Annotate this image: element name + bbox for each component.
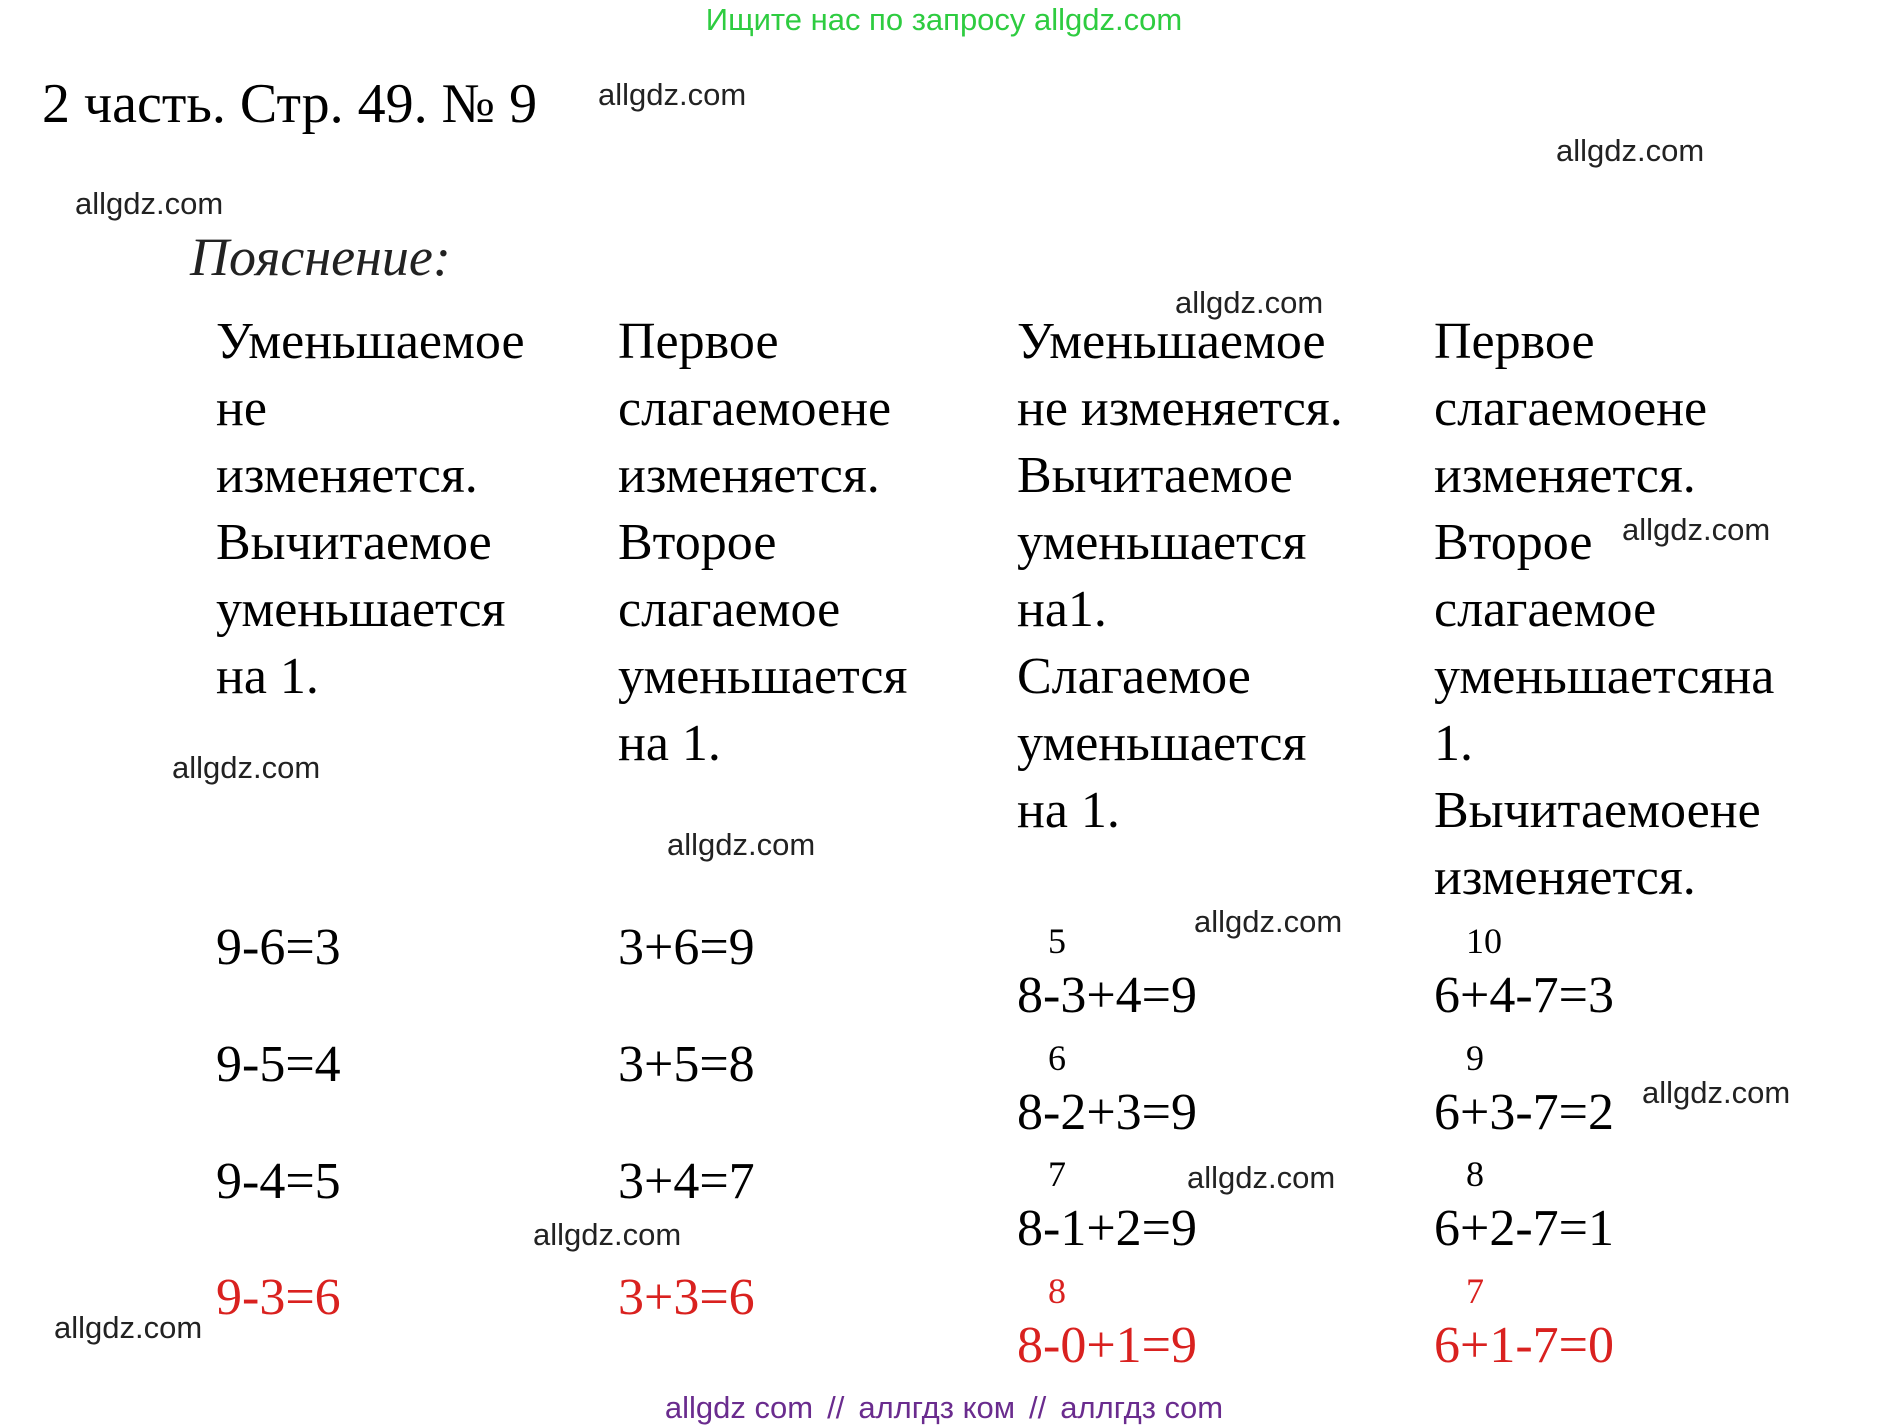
- equation: 8-3+4=9: [1017, 967, 1197, 1024]
- word: слагаемое: [1434, 581, 1657, 638]
- equation: 6+2-7=1: [1434, 1200, 1614, 1257]
- footer-link[interactable]: аллгдз com: [1060, 1390, 1224, 1425]
- word: не: [1709, 782, 1761, 839]
- equation-highlight: 8-0+1=9: [1017, 1317, 1197, 1374]
- watermark: allgdz.com: [1622, 512, 1771, 547]
- explanation-line: [1434, 777, 1846, 844]
- word: Первое: [1434, 313, 1595, 370]
- equation: 8-1+2=9: [1017, 1200, 1197, 1257]
- explanation-line: [1017, 509, 1387, 576]
- explanation-line: [618, 509, 968, 576]
- word: 1.: [1434, 715, 1473, 772]
- explanation-line: [1434, 308, 1846, 375]
- footer-link[interactable]: allgdz com: [664, 1390, 814, 1425]
- word: уменьшается: [1017, 715, 1307, 772]
- explanation-line: на 1.: [216, 648, 319, 705]
- intermediate-result: 5: [1048, 921, 1066, 961]
- explanation-line: [1434, 576, 1846, 643]
- explanation-line: [1017, 710, 1387, 777]
- footer-links: [0, 1390, 1888, 1426]
- footer-separator: //: [1029, 1390, 1047, 1425]
- equation: 9-4=5: [216, 1153, 341, 1210]
- word: уменьшается: [1434, 648, 1724, 705]
- intermediate-result-highlight: 8: [1048, 1271, 1066, 1311]
- explanation-line: не: [216, 380, 267, 437]
- explanation-line: [1017, 308, 1387, 375]
- watermark: allgdz.com: [1556, 133, 1705, 168]
- word: Первое: [618, 313, 779, 370]
- explanation-line: [1017, 576, 1387, 643]
- explanation-column-3: [1017, 308, 1387, 844]
- intermediate-result-highlight: 7: [1466, 1271, 1484, 1311]
- explanation-line: изменяется.: [216, 447, 478, 504]
- word: не изменяется.: [1017, 380, 1343, 437]
- equation: 3+4=7: [618, 1153, 755, 1210]
- explanation-line: [1017, 777, 1387, 844]
- word: на: [1723, 648, 1775, 705]
- word: 1.: [1067, 581, 1107, 638]
- watermark: allgdz.com: [667, 827, 816, 862]
- explanation-column-2: [618, 308, 968, 777]
- equation: 3+5=8: [618, 1036, 755, 1093]
- explanation-line: [618, 576, 968, 643]
- explanation-line: [618, 643, 968, 710]
- word: Второе: [618, 514, 777, 571]
- explanation-label: Пояснение:: [190, 227, 451, 287]
- explanation-line: [1017, 375, 1387, 442]
- word: Уменьшаемое: [1017, 313, 1326, 370]
- word: на 1.: [1017, 782, 1120, 839]
- watermark: allgdz.com: [54, 1310, 203, 1345]
- word: не: [1656, 380, 1708, 437]
- word: на: [1017, 581, 1068, 638]
- top-banner[interactable]: Ищите нас по запросу allgdz.com: [705, 2, 1183, 37]
- watermark: allgdz.com: [1642, 1075, 1791, 1110]
- watermark: allgdz.com: [598, 77, 747, 112]
- intermediate-result: 10: [1466, 921, 1502, 961]
- footer-link[interactable]: аллгдз ком: [858, 1390, 1016, 1425]
- equation: 9-5=4: [216, 1036, 341, 1093]
- explanation-column-1: [216, 308, 576, 710]
- watermark: allgdz.com: [533, 1217, 682, 1252]
- explanation-column-4: [1434, 308, 1846, 911]
- word: Второе: [1434, 514, 1593, 571]
- word: изменяется.: [1434, 849, 1696, 906]
- watermark: allgdz.com: [1187, 1160, 1336, 1195]
- watermark: allgdz.com: [172, 750, 321, 785]
- explanation-line: [1434, 442, 1846, 509]
- word: Слагаемое: [1017, 648, 1251, 705]
- equation: 6+3-7=2: [1434, 1084, 1614, 1141]
- explanation-line: [618, 375, 968, 442]
- intermediate-result: 6: [1048, 1038, 1066, 1078]
- intermediate-result: 7: [1048, 1154, 1066, 1194]
- word: слагаемое: [618, 581, 841, 638]
- explanation-line: [618, 710, 968, 777]
- intermediate-result: 8: [1466, 1154, 1484, 1194]
- equation: 3+6=9: [618, 919, 755, 976]
- word: уменьшается: [1017, 514, 1307, 571]
- word: не: [840, 380, 892, 437]
- equation-highlight: 3+3=6: [618, 1269, 755, 1326]
- page-title: 2 часть. Стр. 49. № 9: [42, 73, 538, 135]
- explanation-line: Вычитаемое: [216, 514, 492, 571]
- equation-highlight: 6+1-7=0: [1434, 1317, 1614, 1374]
- equation: 9-6=3: [216, 919, 341, 976]
- word: слагаемое: [1434, 380, 1657, 437]
- explanation-line: [1434, 509, 1846, 576]
- word: уменьшается: [618, 648, 908, 705]
- watermark: allgdz.com: [1194, 904, 1343, 939]
- explanation-line: [1434, 844, 1846, 911]
- watermark: allgdz.com: [1175, 285, 1324, 320]
- explanation-line: [618, 308, 968, 375]
- word: на 1.: [618, 715, 721, 772]
- explanation-line: Уменьшаемое: [216, 313, 525, 370]
- equation: 6+4-7=3: [1434, 967, 1614, 1024]
- explanation-line: [1017, 442, 1387, 509]
- word: изменяется.: [618, 447, 880, 504]
- equation: 8-2+3=9: [1017, 1084, 1197, 1141]
- intermediate-result: 9: [1466, 1038, 1484, 1078]
- equation-highlight: 9-3=6: [216, 1269, 341, 1326]
- explanation-line: [1434, 375, 1846, 442]
- word: Вычитаемое: [1017, 447, 1293, 504]
- word: Вычитаемое: [1434, 782, 1710, 839]
- word: изменяется.: [1434, 447, 1696, 504]
- explanation-line: [1017, 643, 1387, 710]
- word: слагаемое: [618, 380, 841, 437]
- footer-separator: //: [827, 1390, 845, 1425]
- explanation-line: [618, 442, 968, 509]
- explanation-line: уменьшается: [216, 581, 506, 638]
- explanation-line: [1434, 710, 1846, 777]
- explanation-line: [1434, 643, 1846, 710]
- watermark: allgdz.com: [75, 186, 224, 221]
